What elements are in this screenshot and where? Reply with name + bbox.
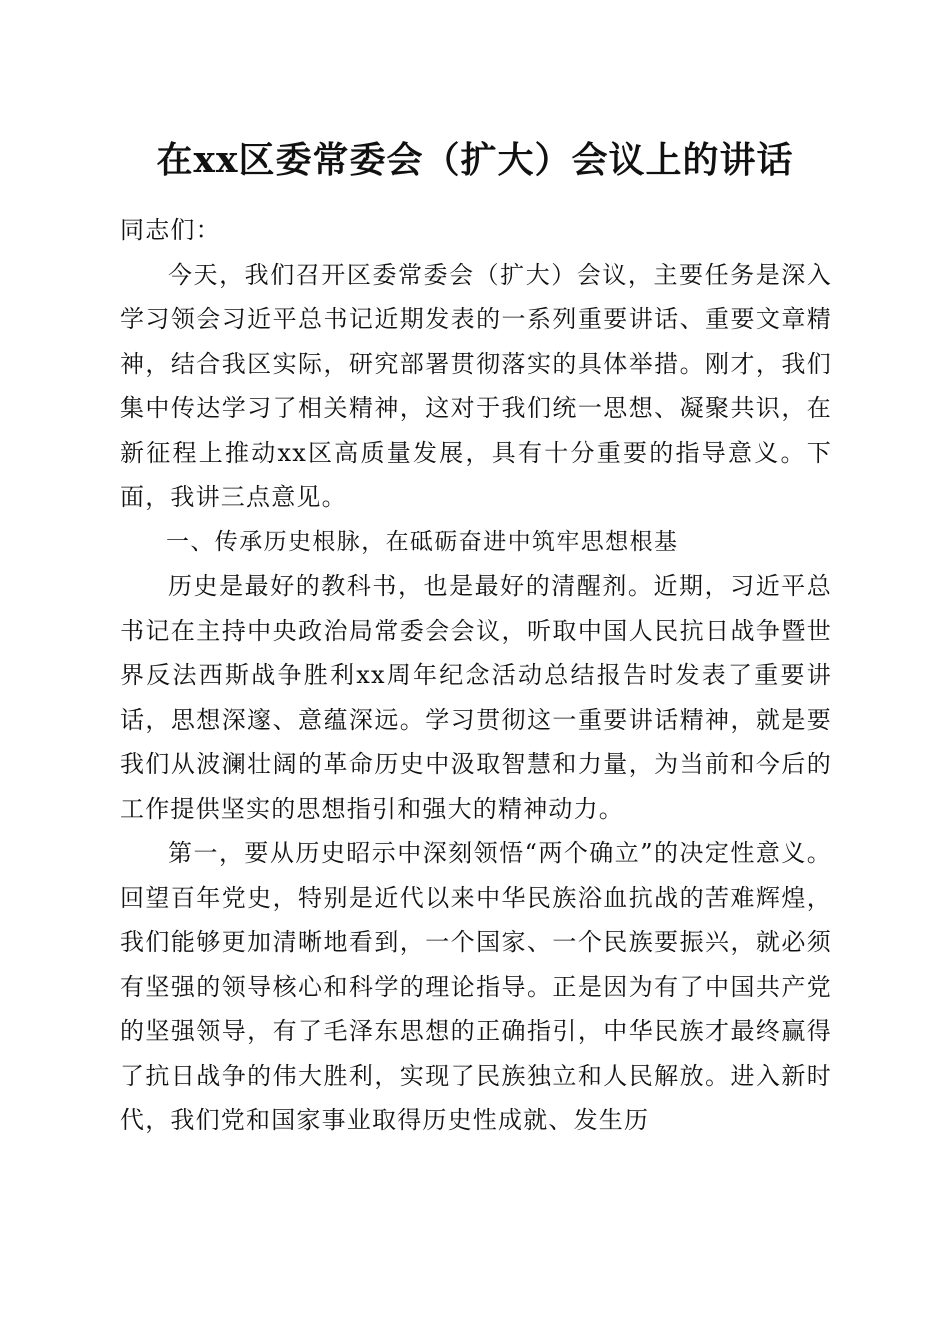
section-heading-1: 一、传承历史根脉，在砥砺奋进中筑牢思想根基 <box>166 528 679 555</box>
paragraph-intro: 今天，我们召开区委常委会（扩大）会议，主要任务是深入学习领会习近平总书记近期发表的一系列重要讲话、重要文章精神，结合我区实际，研究部署贯彻落实的具体举措。刚才，我们集中传达学习了相关精神，这对于我们统一思想、凝聚共识，在新征程上推动xx区高质量发展，具有十分重要的指导意义。下面，我讲三点意见。 <box>120 260 832 511</box>
paragraph-section1-body: 历史是最好的教科书，也是最好的清醒剂。近期，习近平总书记在主持中央政治局常委会会议，听取中国人民抗日战争暨世界反法西斯战争胜利xx周年纪念活动总结报告时发表了重要讲话，思想深邃、意蕴深远。学习贯彻这一重要讲话精神，就是要我们从波澜壮阔的革命历史中汲取智慧和力量，为当前和今后的工作提供坚实的思想指引和强大的精神动力。 <box>120 572 832 823</box>
document-body <box>120 208 832 1143</box>
paragraph-point1: 第一，要从历史昭示中深刻领悟“两个确立”的决定性意义。回望百年党史，特别是近代以来中华民族浴血抗战的苦难辉煌，我们能够更加清晰地看到，一个国家、一个民族要振兴，就必须有坚强的领导核心和科学的理论指导。正是因为有了中国共产党的坚强领导，有了毛泽东思想的正确指引，中华民族才最终赢得了抗日战争的伟大胜利，实现了民族独立和人民解放。进入新时代，我们党和国家事业取得历史性成就、发生历 <box>120 839 832 1134</box>
document-title: 在xx区委常委会（扩大）会议上的讲话 <box>156 139 794 181</box>
salutation: 同志们： <box>120 216 221 244</box>
